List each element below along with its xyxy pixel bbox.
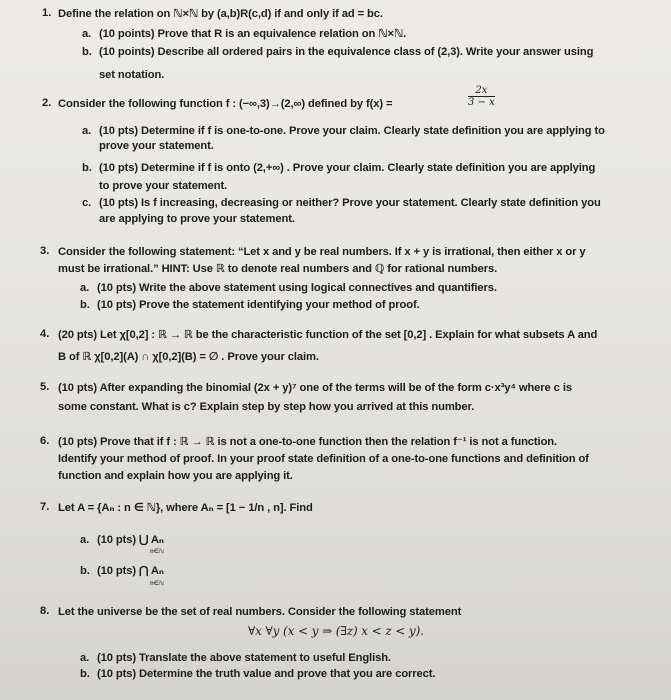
q3-stem-2: must be irrational.” HINT: Use ℝ to denote real numbers and ℚ for rational numbers.	[58, 263, 498, 275]
q8-number: 8.	[40, 605, 50, 617]
q2-frac-num: 2x	[468, 85, 495, 97]
q3-b-letter: b.	[80, 299, 90, 311]
q7-number: 7.	[40, 501, 50, 513]
q7-a-text: (10 pts) ⋃ Aₙ	[97, 534, 164, 546]
q2-c-text: (10 pts) Is f increasing, decreasing or neither? Prove your statement. Clearly state definition you	[99, 197, 601, 209]
q6-stem-2: Identify your method of proof. In your proof state definition of a one-to-one functions and definition of	[58, 453, 589, 465]
q2-frac-den: 3 − x	[468, 97, 495, 108]
q1-b-letter: b.	[82, 46, 92, 58]
q4-stem-2: B of ℝ χ[0,2](A) ∩ χ[0,2](B) = ∅ . Prove your claim.	[58, 351, 319, 363]
q2-a-letter: a.	[82, 125, 92, 137]
q1-a-text: (10 points) Prove that R is an equivalence relation on ℕ×ℕ.	[99, 28, 407, 40]
q2-fraction	[468, 85, 495, 108]
q6-stem-3: function and explain how you are applying it.	[58, 470, 293, 482]
q2-number: 2.	[42, 97, 52, 109]
q2-a-cont: prove your statement.	[99, 140, 214, 152]
q3-a-text: (10 pts) Write the above statement using logical connectives and quantifiers.	[97, 282, 497, 294]
q2-c-cont: are applying to prove your statement.	[99, 213, 295, 225]
q7-b-letter: b.	[80, 565, 90, 577]
q8-b-text: (10 pts) Determine the truth value and prove that you are correct.	[97, 668, 436, 680]
q1-stem: Define the relation on ℕ×ℕ by (a,b)R(c,d) if and only if ad = bc.	[58, 8, 383, 20]
q6-number: 6.	[40, 435, 50, 447]
q4-stem: (20 pts) Let χ[0,2] : ℝ → ℝ be the characteristic function of the set [0,2] . Explain for what subsets A and	[58, 329, 598, 341]
q2-c-letter: c.	[82, 197, 92, 209]
q8-stem: Let the universe be the set of real numbers. Consider the following statement	[58, 606, 462, 618]
q5-number: 5.	[40, 381, 50, 393]
q1-b-cont: set notation.	[99, 69, 165, 81]
q8-formula: ∀x ∀y (x < y ⇒ (∃z) x < z < y).	[248, 624, 424, 638]
q2-a-text: (10 pts) Determine if f is one-to-one. Prove your claim. Clearly state definition you are applying to	[99, 125, 605, 137]
q5-stem: (10 pts) After expanding the binomial (2x + y)⁷ one of the terms will be of the form c·x³y⁴ where c is	[58, 382, 572, 394]
q1-a-letter: a.	[82, 28, 92, 40]
q7-a-index: n∈ℕ	[150, 549, 165, 555]
q3-b-text: (10 pts) Prove the statement identifying your method of proof.	[97, 299, 420, 311]
q1-b-text: (10 points) Describe all ordered pairs in the equivalence class of (2,3). Write your answer using	[99, 46, 594, 58]
q2-b-text: (10 pts) Determine if f is onto (2,+∞) . Prove your claim. Clearly state definition you are applying	[99, 162, 596, 174]
q8-a-text: (10 pts) Translate the above statement to useful English.	[97, 652, 391, 664]
q7-b-text: (10 pts) ⋂ Aₙ	[97, 565, 164, 577]
q3-a-letter: a.	[80, 282, 90, 294]
q7-b-index: n∈ℕ	[150, 581, 165, 587]
q2-stem: Consider the following function f : (−∞,3)→(2,∞) defined by f(x) =	[58, 98, 393, 110]
q8-b-letter: b.	[80, 668, 90, 680]
q2-b-letter: b.	[82, 162, 92, 174]
q4-number: 4.	[40, 328, 50, 340]
q6-stem: (10 pts) Prove that if f : ℝ → ℝ is not a one-to-one function then the relation f⁻¹ is not a function.	[58, 436, 558, 448]
q3-stem: Consider the following statement: “Let x and y be real numbers. If x + y is irrational, then either x or y	[58, 246, 586, 258]
q3-number: 3.	[40, 245, 50, 257]
q7-stem: Let A = {Aₙ : n ∈ ℕ}, where Aₙ = [1 − 1/n , n]. Find	[58, 502, 313, 514]
q2-b-cont: to prove your statement.	[99, 180, 228, 192]
q7-a-letter: a.	[80, 534, 90, 546]
q1-number: 1.	[42, 7, 52, 19]
q8-a-letter: a.	[80, 652, 90, 664]
q5-stem-2: some constant. What is c? Explain step by step how you arrived at this number.	[58, 401, 475, 413]
